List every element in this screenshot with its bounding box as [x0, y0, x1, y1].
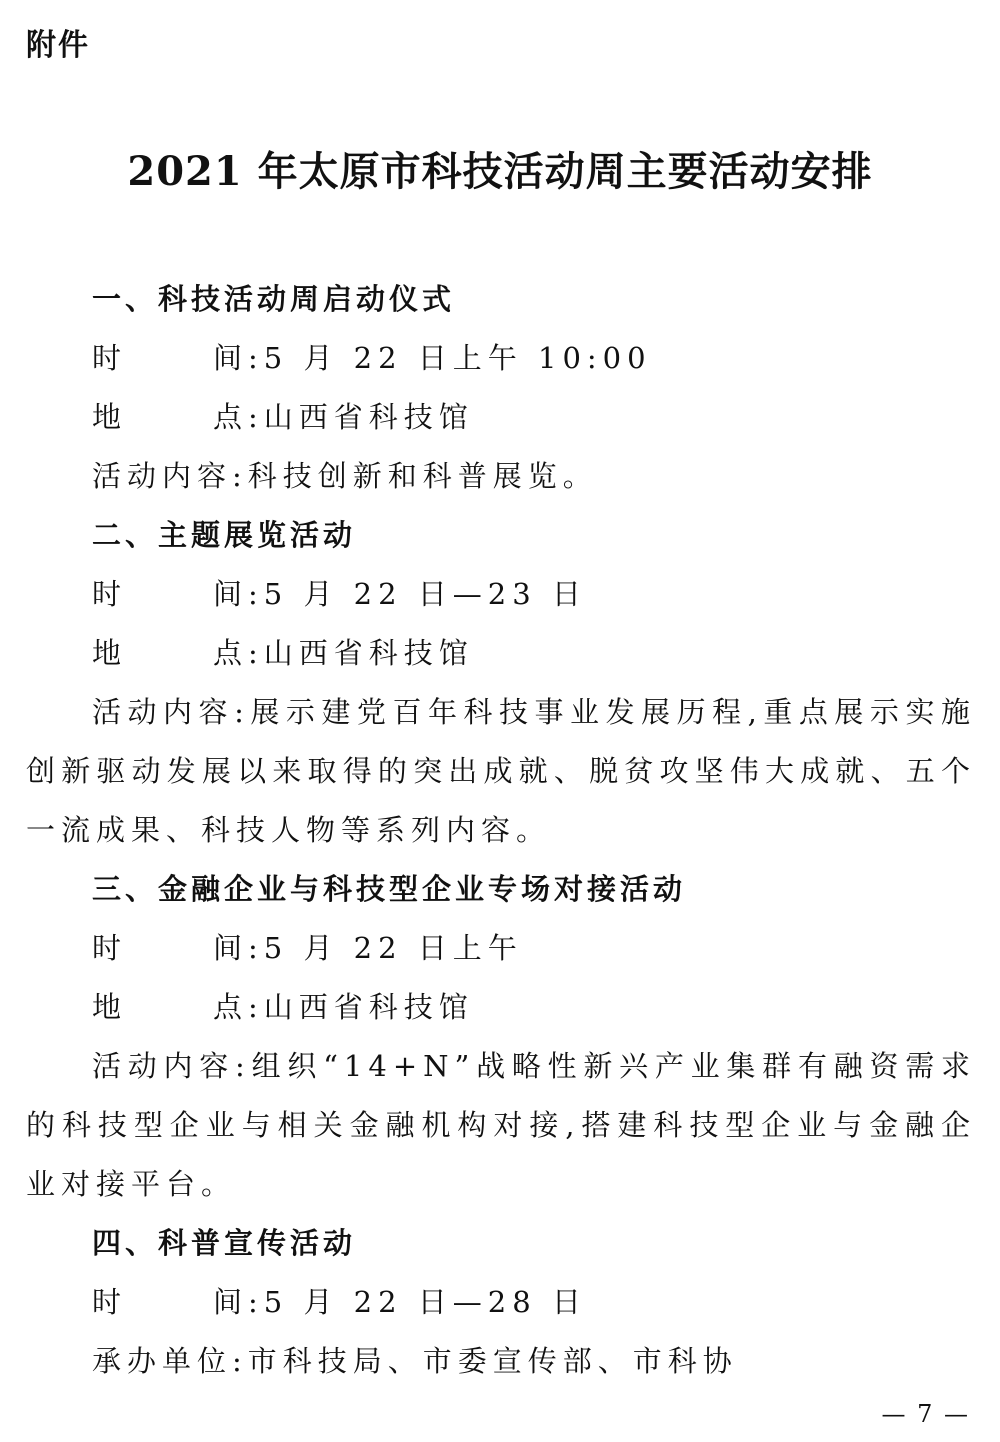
content-label: 活动内容 [92, 1049, 236, 1083]
section-2-place: 地 点 :山西省科技馆 [26, 624, 976, 683]
section-heading-2: 二、主题展览活动 [92, 518, 357, 552]
section-heading-4: 四、科普宣传活动 [92, 1226, 357, 1260]
place-value: 山西省科技馆 [263, 990, 474, 1024]
time-label: 时 间 [92, 1285, 248, 1319]
document-title: 2021 年太原市科技活动周主要活动安排 [127, 148, 873, 195]
time-value: 5 月 22 日上午 [263, 931, 523, 965]
section-2-content: 活动内容:展示建党百年科技事业发展历程,重点展示实施创新驱动发展以来取得的突出成就、脱贫攻坚伟大成就、五个一流成果、科技人物等系列内容。 [26, 695, 976, 847]
time-value: 5 月 22 日—28 日 [263, 1285, 587, 1319]
place-value: 山西省科技馆 [263, 636, 474, 670]
organizer-value: 市科技局、市委宣传部、市科协 [247, 1344, 738, 1378]
content-label: 活动内容 [92, 459, 233, 493]
document-body [26, 270, 976, 1391]
time-value: 5 月 22 日上午 10:00 [263, 341, 652, 375]
time-value: 5 月 22 日—23 日 [263, 577, 587, 611]
section-3-content: 活动内容:组织“14+N”战略性新兴产业集群有融资需求的科技型企业与相关金融机构对接,搭建科技型企业与金融企业对接平台。 [26, 1049, 976, 1201]
place-label: 地 点 [92, 400, 248, 434]
content-value: 科技创新和科普展览。 [247, 459, 598, 493]
section-3-place: 地 点 :山西省科技馆 [26, 978, 976, 1037]
place-value: 山西省科技馆 [263, 400, 474, 434]
time-label: 时 间 [92, 577, 248, 611]
organizer-label: 承办单位 [92, 1344, 233, 1378]
section-2-time: 时 间 :5 月 22 日—23 日 [26, 565, 976, 624]
time-label: 时 间 [92, 931, 248, 965]
place-label: 地 点 [92, 990, 248, 1024]
content-value: 展示建党百年科技事业发展历程,重点展示实施创新驱动发展以来取得的突出成就、脱贫攻坚伟大成就、五个一流成果、科技人物等系列内容。 [26, 695, 976, 847]
place-label: 地 点 [92, 636, 248, 670]
attachment-label: 附件 [26, 28, 90, 63]
time-label: 时 间 [92, 341, 248, 375]
section-1-time: 时 间 :5 月 22 日上午 10:00 [26, 329, 976, 388]
section-1-place: 地 点 :山西省科技馆 [26, 388, 976, 447]
content-label: 活动内容 [92, 695, 235, 729]
section-heading-1: 一、科技活动周启动仪式 [92, 282, 456, 316]
section-3-time: 时 间 :5 月 22 日上午 [26, 919, 976, 978]
section-heading-3: 三、金融企业与科技型企业专场对接活动 [92, 872, 687, 906]
content-value: 组织“14+N”战略性新兴产业集群有融资需求的科技型企业与相关金融机构对接,搭建科技型企业与金融企业对接平台。 [26, 1049, 976, 1201]
section-4-time: 时 间 :5 月 22 日—28 日 [26, 1273, 976, 1332]
page-number: — 7 — [881, 1400, 970, 1428]
section-4-organizer: 承办单位:市科技局、市委宣传部、市科协 [26, 1332, 976, 1391]
section-1-content: 活动内容:科技创新和科普展览。 [26, 447, 976, 506]
